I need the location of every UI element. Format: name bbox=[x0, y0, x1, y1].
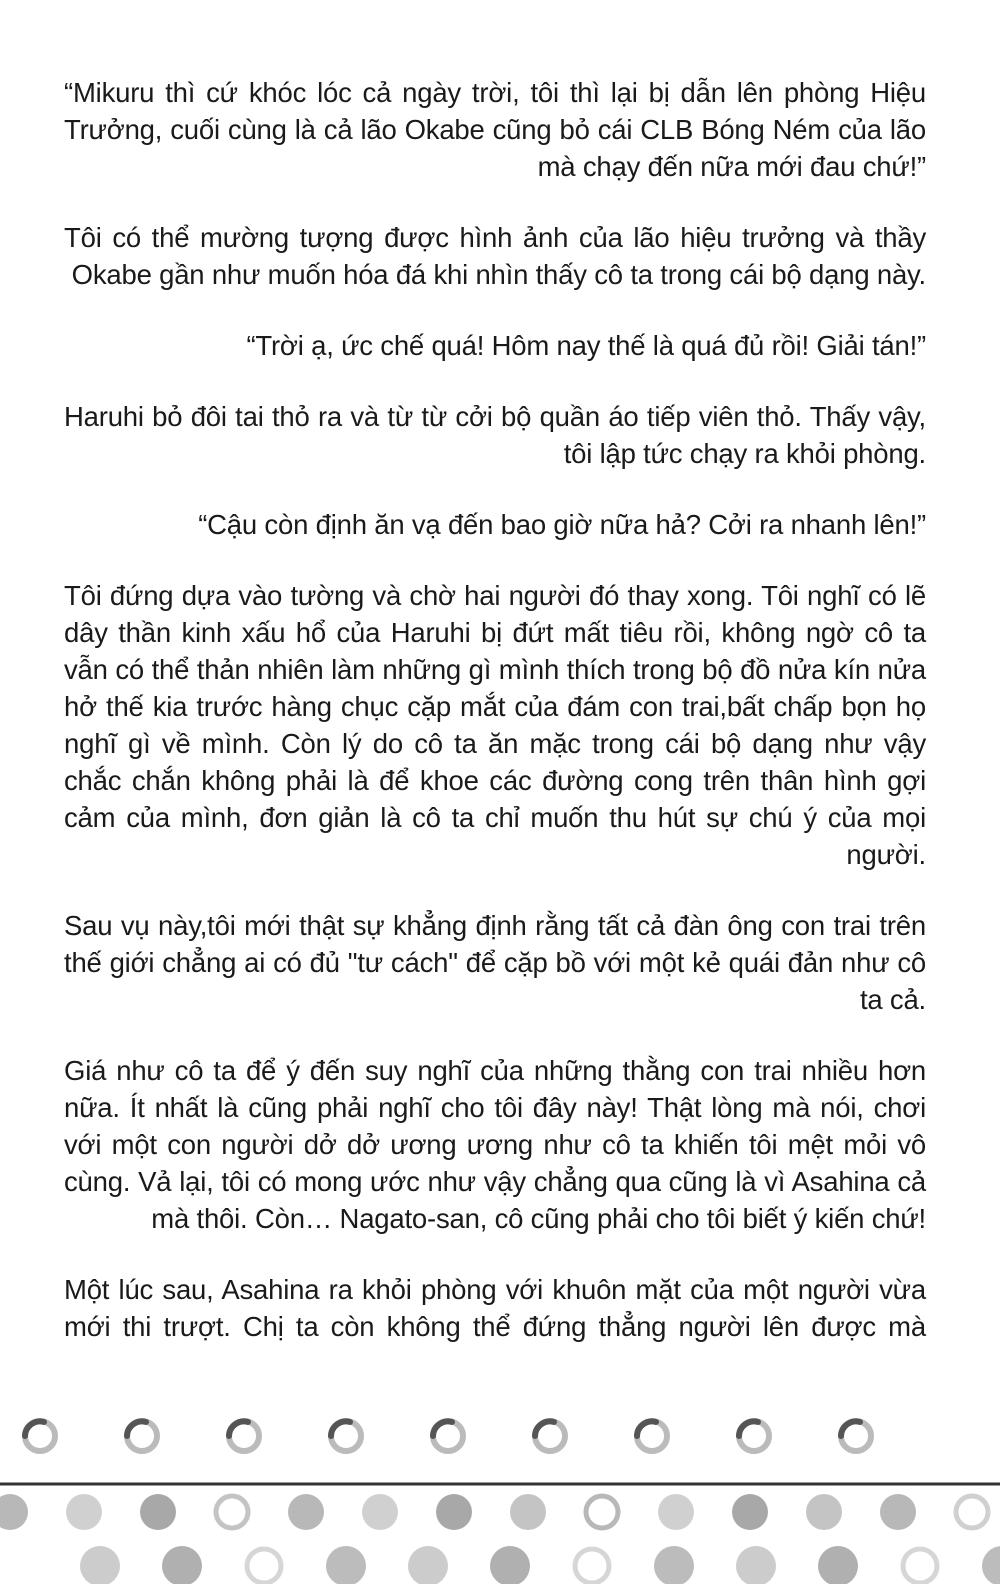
paragraph-9: Một lúc sau, Asahina ra khỏi phòng với khuôn mặt của một người vừa mới thi trượt. Chị ta còn không thể đứng thẳng người lên được mà bbox=[64, 1274, 926, 1342]
pattern-dot bbox=[736, 1546, 776, 1584]
pattern-dot bbox=[408, 1546, 448, 1584]
pattern-dot bbox=[436, 1494, 472, 1530]
ring-ornament-shade bbox=[637, 1421, 656, 1436]
pattern-dot bbox=[288, 1494, 324, 1530]
pattern-dot bbox=[982, 1546, 1000, 1584]
ring-ornament-shade bbox=[535, 1421, 554, 1436]
paragraph-4: Haruhi bỏ đôi tai thỏ ra và từ từ cởi bộ quần áo tiếp viên thỏ. Thấy vậy, tôi lập tức chạy ra khỏi phòng. bbox=[64, 401, 926, 469]
paragraph-7: Sau vụ này,tôi mới thật sự khẳng định rằng tất cả đàn ông con trai trên thế giới chẳng ai có đủ "tư cách" để cặp bồ với một kẻ quái đản như cô ta cả. bbox=[64, 910, 926, 1015]
decorative-footer-ornament bbox=[0, 1400, 1000, 1584]
paragraph-6: Tôi đứng dựa vào tường và chờ hai người đó thay xong. Tôi nghĩ có lẽ dây thần kinh xấu hổ của Haruhi bị đứt mất tiêu rồi, không ngờ cô ta vẫn có thể thản nhiên làm những gì mình thích trong bộ đồ nửa kín nửa hở thế kia trước hàng chục cặp mắt của đám con trai,bất chấp bọn họ nghĩ gì về mình. Còn lý do cô ta ăn mặc trong cái bộ dạng như vậy chắc chắn không phải là để khoe các đường cong trên thân hình gợi cảm của mình, đơn giản là cô ta chỉ muốn thu hút sự chú ý của mọi người. bbox=[64, 580, 926, 870]
pattern-dot bbox=[818, 1546, 858, 1584]
ring-ornament-shade bbox=[739, 1421, 758, 1436]
pattern-ring bbox=[586, 1496, 618, 1528]
pattern-dot bbox=[66, 1494, 102, 1530]
ring-ornament-shade bbox=[127, 1421, 146, 1436]
pattern-dot bbox=[162, 1546, 202, 1584]
ring-ornament-shade bbox=[25, 1421, 44, 1436]
paragraph-1: “Mikuru thì cứ khóc lóc cả ngày trời, tôi thì lại bị dẫn lên phòng Hiệu Trưởng, cuối cùng là cả lão Okabe cũng bỏ cái CLB Bóng Ném của lão mà chạy đến nữa mới đau chứ!” bbox=[64, 77, 926, 182]
pattern-dot bbox=[326, 1546, 366, 1584]
pattern-dot bbox=[880, 1494, 916, 1530]
paragraph-3: “Trời ạ, ức chế quá! Hôm nay thế là quá đủ rồi! Giải tán!” bbox=[246, 330, 926, 361]
pattern-dot bbox=[510, 1494, 546, 1530]
pattern-dot bbox=[732, 1494, 768, 1530]
ring-ornament-shade bbox=[229, 1421, 248, 1436]
pattern-ring bbox=[903, 1549, 937, 1583]
ring-ornament-shade bbox=[841, 1421, 860, 1436]
pattern-ring bbox=[247, 1549, 281, 1583]
pattern-ring bbox=[216, 1496, 248, 1528]
pattern-dot bbox=[490, 1546, 530, 1584]
pattern-dot bbox=[806, 1494, 842, 1530]
paragraph-2: Tôi có thể mường tượng được hình ảnh của lão hiệu trưởng và thầy Okabe gần như muốn hóa đá khi nhìn thấy cô ta trong cái bộ dạng này. bbox=[64, 222, 926, 290]
pattern-dot bbox=[362, 1494, 398, 1530]
pattern-dot bbox=[658, 1494, 694, 1530]
pattern-dot bbox=[80, 1546, 120, 1584]
paragraph-5: “Cậu còn định ăn vạ đến bao giờ nữa hả? Cởi ra nhanh lên!” bbox=[198, 509, 926, 540]
paragraph-8: Giá như cô ta để ý đến suy nghĩ của những thằng con trai nhiều hơn nữa. Ít nhất là cũng phải nghĩ cho tôi đây này! Thật lòng mà nói, chơi với một con người dở dở ương ương như cô ta khiến tôi mệt mỏi vô cùng. Vả lại, tôi có mong ước như vậy chẳng qua cũng là vì Asahina cả mà thôi. Còn… Nagato-san, cô cũng phải cho tôi biết ý kiến chứ! bbox=[64, 1055, 926, 1234]
pattern-dot bbox=[654, 1546, 694, 1584]
pattern-ring bbox=[575, 1549, 609, 1583]
pattern-ring bbox=[956, 1496, 988, 1528]
page-text bbox=[64, 74, 926, 1345]
pattern-dot bbox=[140, 1494, 176, 1530]
pattern-dot bbox=[0, 1494, 28, 1530]
ring-ornament-shade bbox=[331, 1421, 350, 1436]
ring-ornament-shade bbox=[433, 1421, 452, 1436]
